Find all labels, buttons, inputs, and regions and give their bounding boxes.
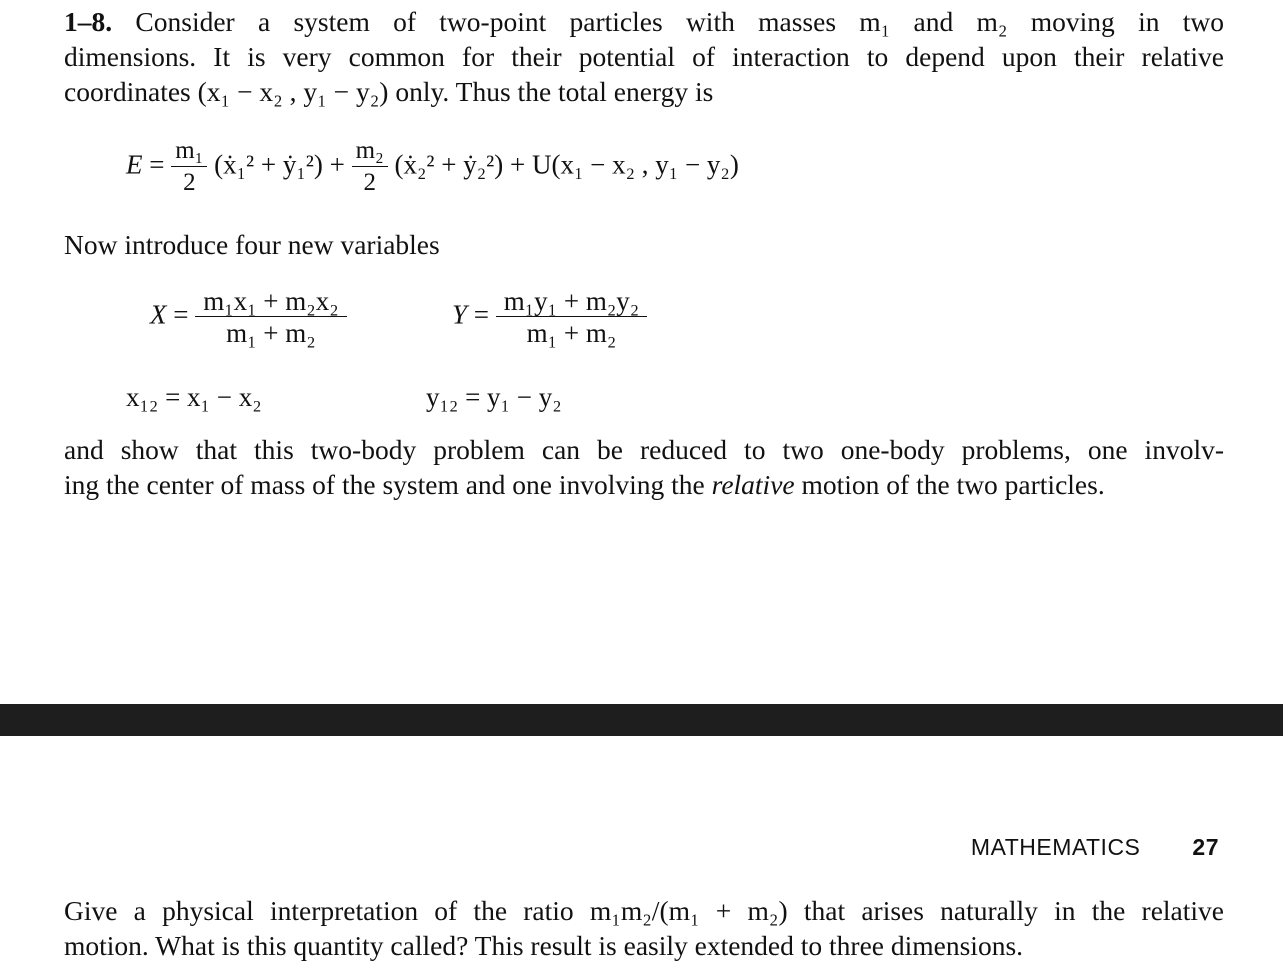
question-line-1: Give a physical interpretation of the ratio m₁m₂/(m₁ + m₂) that arises naturally in the relative [64, 895, 1224, 926]
var-y-lhs: Y [452, 299, 468, 330]
var-x-fraction [195, 286, 346, 349]
var-y12-equation [426, 382, 562, 413]
page-number: 27 [1192, 834, 1219, 860]
var-x-num: m₁x₁ + m₂x₂ [195, 286, 346, 317]
var-y-num: m₁y₁ + m₂y₂ [496, 286, 647, 317]
equals-sign: = [473, 299, 490, 330]
equals-sign: = [173, 299, 189, 330]
introduce-text: Now introduce four new variables [64, 229, 440, 260]
energy-term-1: (ẋ₁² + ẏ₁²) + [214, 149, 345, 180]
problem-intro-1: Consider a system of two-point particles with masses m₁ and m₂ moving in two [135, 6, 1224, 37]
energy-coef-1-den: 2 [183, 169, 196, 196]
page-divider-bar [0, 704, 1283, 736]
conclusion-line-2-a: ing the center of mass of the system and one involving the [64, 469, 705, 500]
equals-sign: = [149, 149, 165, 180]
var-x12-equation [126, 382, 262, 413]
problem-line-1 [64, 4, 1224, 39]
question-line-2: motion. What is this quantity called? This result is easily extended to three dimensions. [64, 930, 1024, 961]
problem-line-2: dimensions. It is very common for their potential of interaction to depend upon their relative [64, 41, 1224, 72]
var-y-den: m₁ + m₂ [526, 318, 617, 348]
var-y-fraction [496, 286, 647, 349]
energy-coef-1-num: m₁ [171, 136, 207, 167]
running-header [971, 834, 1219, 861]
var-x-den: m₁ + m₂ [226, 318, 316, 348]
introduce-text-block [64, 227, 1224, 262]
var-x-lhs: X [150, 299, 167, 330]
var-x12: x₁₂ = x₁ − x₂ [126, 382, 262, 412]
energy-lhs: E [126, 149, 143, 180]
var-y12: y₁₂ = y₁ − y₂ [426, 382, 562, 412]
energy-coef-2-num: m₂ [352, 136, 388, 167]
problem-statement [64, 4, 1224, 109]
energy-term-2: (ẋ₂² + ẏ₂²) + U(x₁ − x₂ , y₁ − y₂) [394, 149, 739, 180]
problem-number: 1–8. [64, 6, 113, 37]
conclusion-text [64, 432, 1224, 502]
energy-equation [126, 136, 739, 199]
conclusion-emphasis: relative [711, 469, 795, 500]
var-y-equation [452, 286, 647, 349]
var-x-equation [150, 286, 347, 349]
conclusion-line-2-b: motion of the two particles. [801, 469, 1105, 500]
problem-line-3: coordinates (x₁ − x₂ , y₁ − y₂) only. Thus the total energy is [64, 76, 714, 107]
energy-coef-1 [171, 136, 207, 199]
conclusion-line-1: and show that this two-body problem can be reduced to two one-body problems, one involv- [64, 434, 1224, 465]
conclusion-line-2 [64, 467, 1224, 502]
section-title: MATHEMATICS [970, 834, 1141, 860]
energy-coef-2 [352, 136, 388, 199]
energy-coef-2-den: 2 [363, 169, 376, 196]
follow-up-question [64, 893, 1224, 963]
